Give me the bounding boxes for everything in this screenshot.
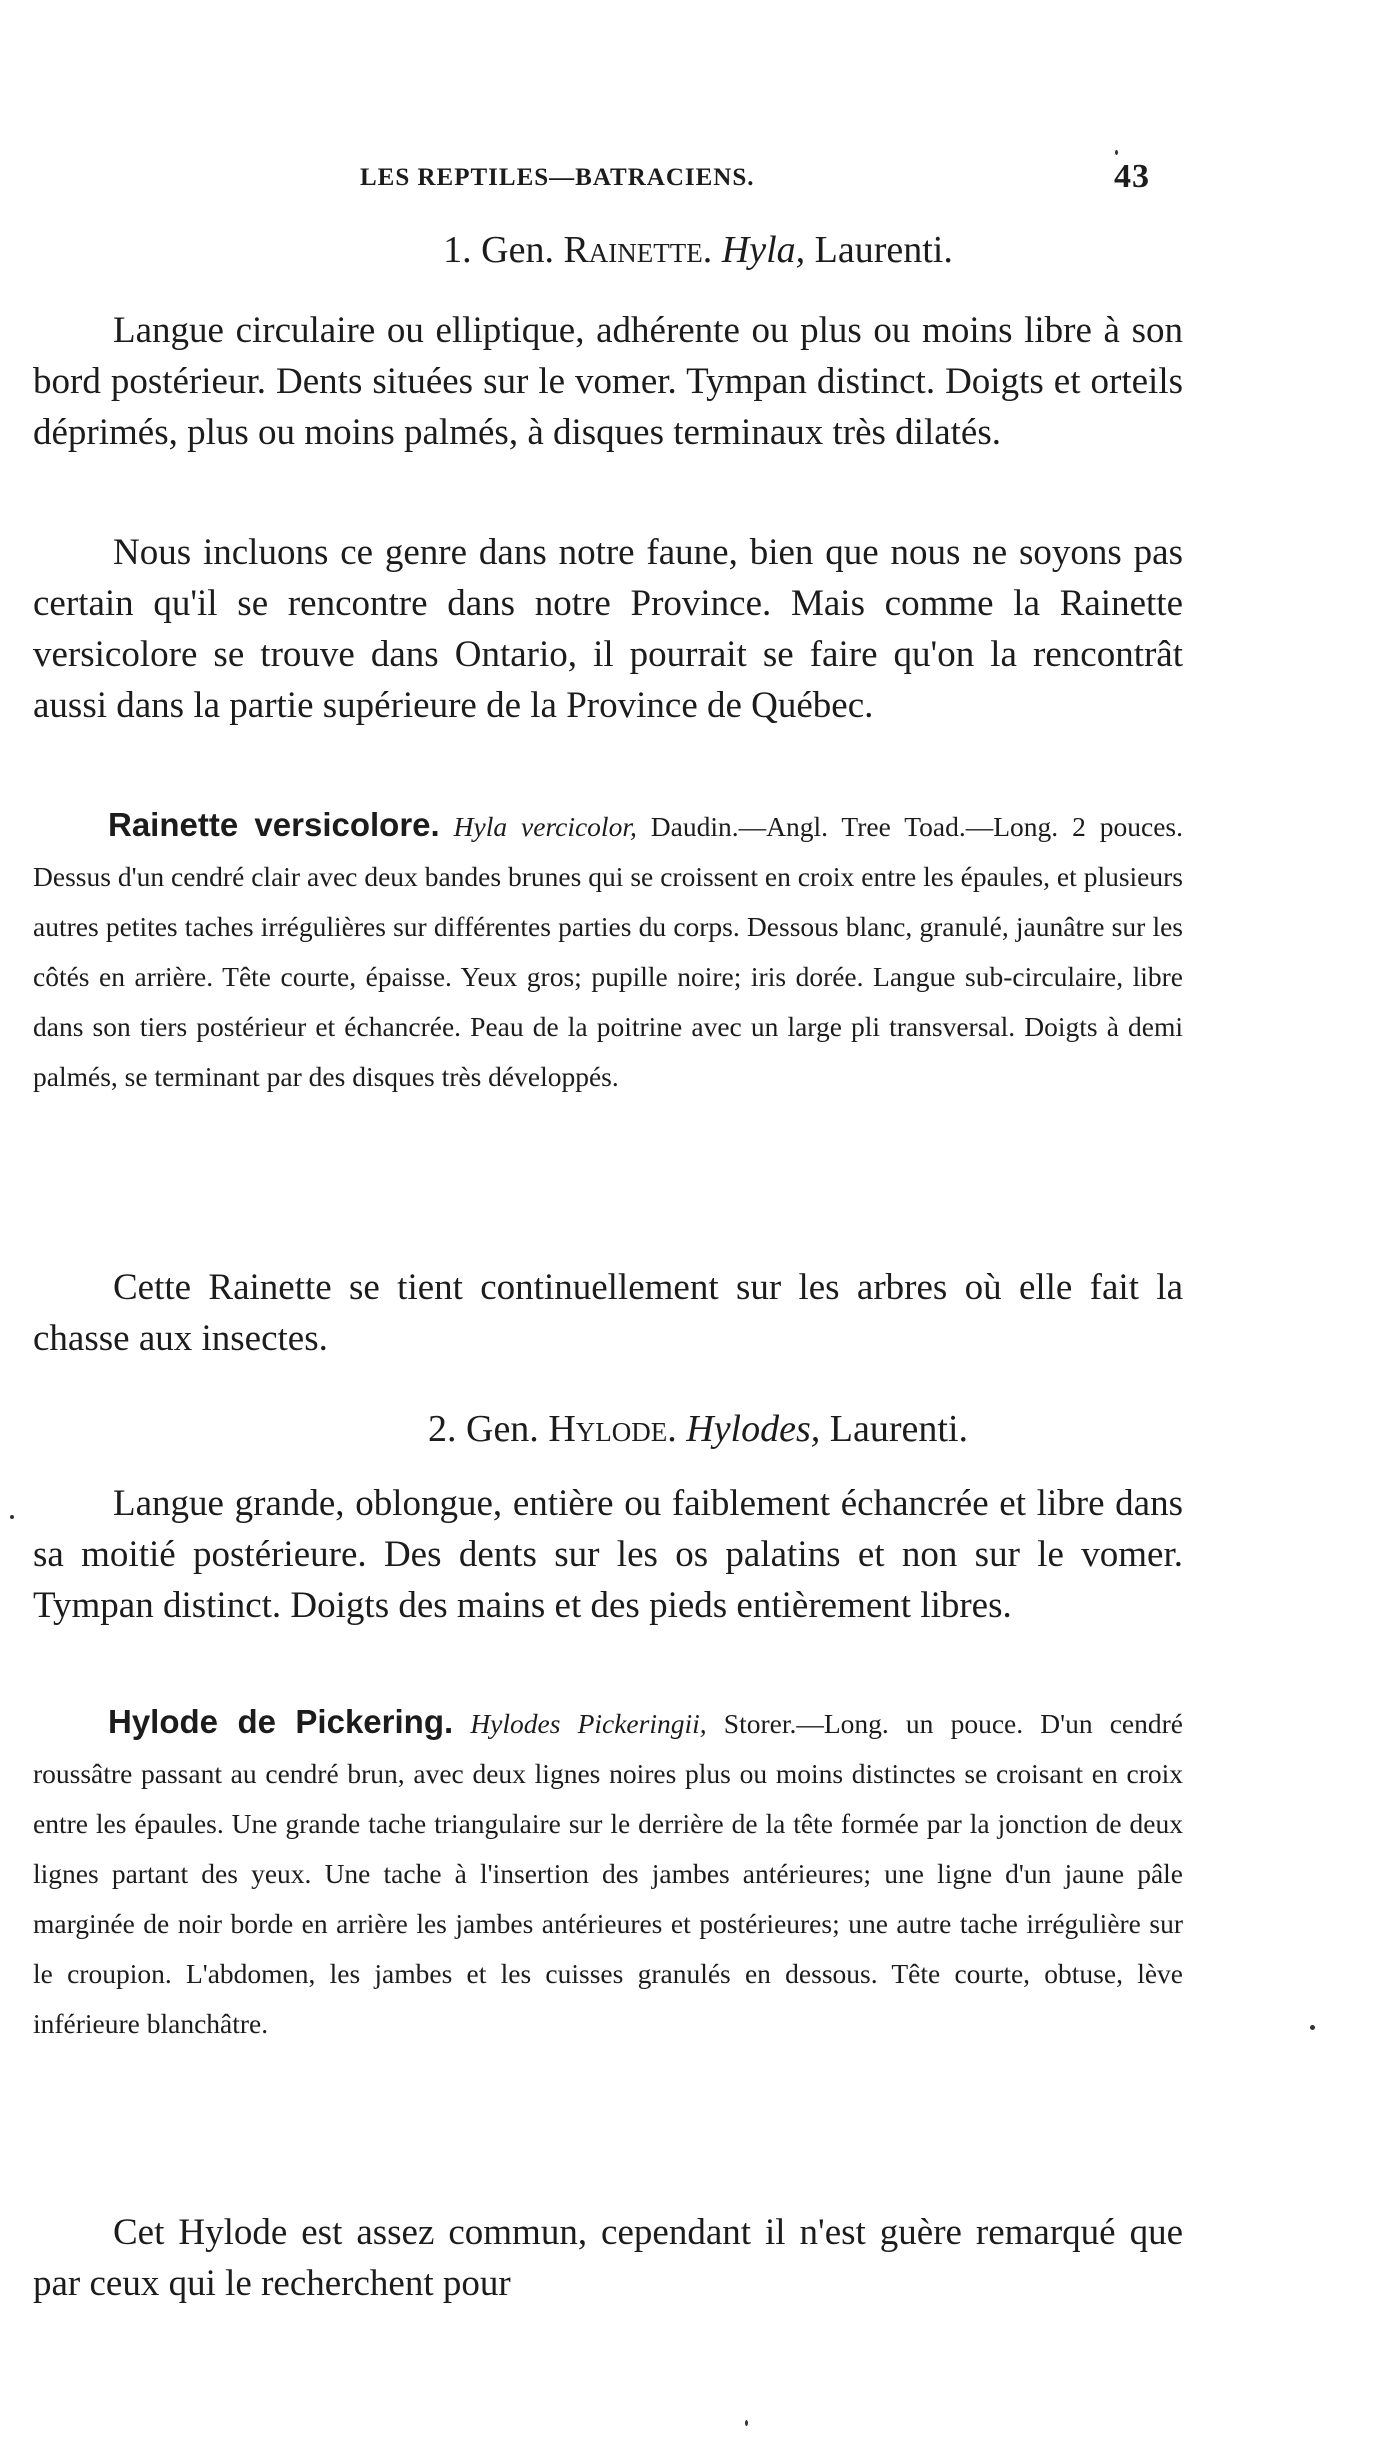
genus-latin: Hylodes, — [686, 1408, 821, 1450]
speck — [1310, 2025, 1315, 2030]
running-head — [360, 158, 1150, 198]
species-latin: Hylodes Pickeringii, — [470, 1708, 707, 1739]
paragraph-habits: Cette Rainette se tient continuellement sur les arbres où elle fait la chasse aux insectes. — [33, 1267, 1183, 1359]
genus-name: Hylode. — [548, 1408, 677, 1450]
genus-author: Laurenti. — [829, 1408, 968, 1450]
species-entry-rainette — [33, 800, 1183, 1102]
speck — [1115, 150, 1118, 155]
genus-latin: Hyla, — [721, 229, 806, 271]
page-number: 43 — [1114, 158, 1150, 195]
species-name: Rainette versicolore. — [108, 806, 440, 843]
running-title: LES REPTILES—BATRACIENS. — [360, 164, 755, 191]
speck — [10, 1515, 14, 1519]
paragraph-final: Cet Hylode est assez commun, cependant il n'est guère remarqué que par ceux qui le recherchent pour — [33, 2212, 1183, 2304]
genus-description-hyla: Langue circulaire ou elliptique, adhérente ou plus ou moins libre à son bord postérieur. Dents situées sur le vomer. Tympan distinct. Doigts et orteils déprimés, plus ou moins palmés, à disques terminaux très dilatés. — [33, 310, 1183, 453]
genus-number: 2. Gen. — [428, 1408, 539, 1450]
genus-description-hylodes: Langue grande, oblongue, entière ou faiblement échancrée et libre dans sa moitié postérieure. Des dents sur les os palatins et non sur le vomer. Tympan distinct. Doigts des mains et des pieds entièrement libres. — [33, 1483, 1183, 1626]
species-description: Storer.—Long. un pouce. D'un cendré roussâtre passant au cendré brun, avec deux lignes noires plus ou moins distinctes se croisant en croix entre les épaules. Une grande tache triangulaire sur le derrière de la tête formée par la jonction de deux lignes partant des yeux. Une tache à l'insertion des jambes antérieures; une ligne d'un jaune pâle marginée de noir borde en arrière les jambes antérieures et postérieures; une autre tache irrégulière sur le croupion. L'abdomen, les jambes et les cuisses granulés en dessous. Tête courte, obtuse, lève inférieure blanchâtre. — [33, 1708, 1183, 2039]
species-entry-hylode — [33, 1697, 1183, 2049]
species-name: Hylode de Pickering. — [108, 1703, 454, 1740]
genus-heading-hyla — [0, 228, 1396, 272]
genus-name: Rainette. — [563, 229, 713, 271]
genus-author: Laurenti. — [814, 229, 953, 271]
genus-number: 1. Gen. — [443, 229, 554, 271]
genus-heading-hylodes — [0, 1407, 1396, 1451]
species-latin: Hyla vercicolor, — [453, 811, 637, 842]
paragraph-note: Nous incluons ce genre dans notre faune, bien que nous ne soyons pas certain qu'il se rencontre dans notre Province. Mais comme la Rainette versicolore se trouve dans Ontario, il pourrait se faire qu'on la rencontrât aussi dans la partie supérieure de la Province de Québec. — [33, 532, 1183, 726]
speck — [745, 2420, 748, 2426]
species-description: Daudin.—Angl. Tree Toad.—Long. 2 pouces. Dessus d'un cendré clair avec deux bandes brunes qui se croissent en croix entre les épaules, et plusieurs autres petites taches irrégulières sur différentes parties du corps. Dessous blanc, granulé, jaunâtre sur les côtés en arrière. Tête courte, épaisse. Yeux gros; pupille noire; iris dorée. Langue sub-circulaire, libre dans son tiers postérieur et échancrée. Peau de la poitrine avec un large pli transversal. Doigts à demi palmés, se terminant par des disques très développés. — [33, 811, 1184, 1092]
